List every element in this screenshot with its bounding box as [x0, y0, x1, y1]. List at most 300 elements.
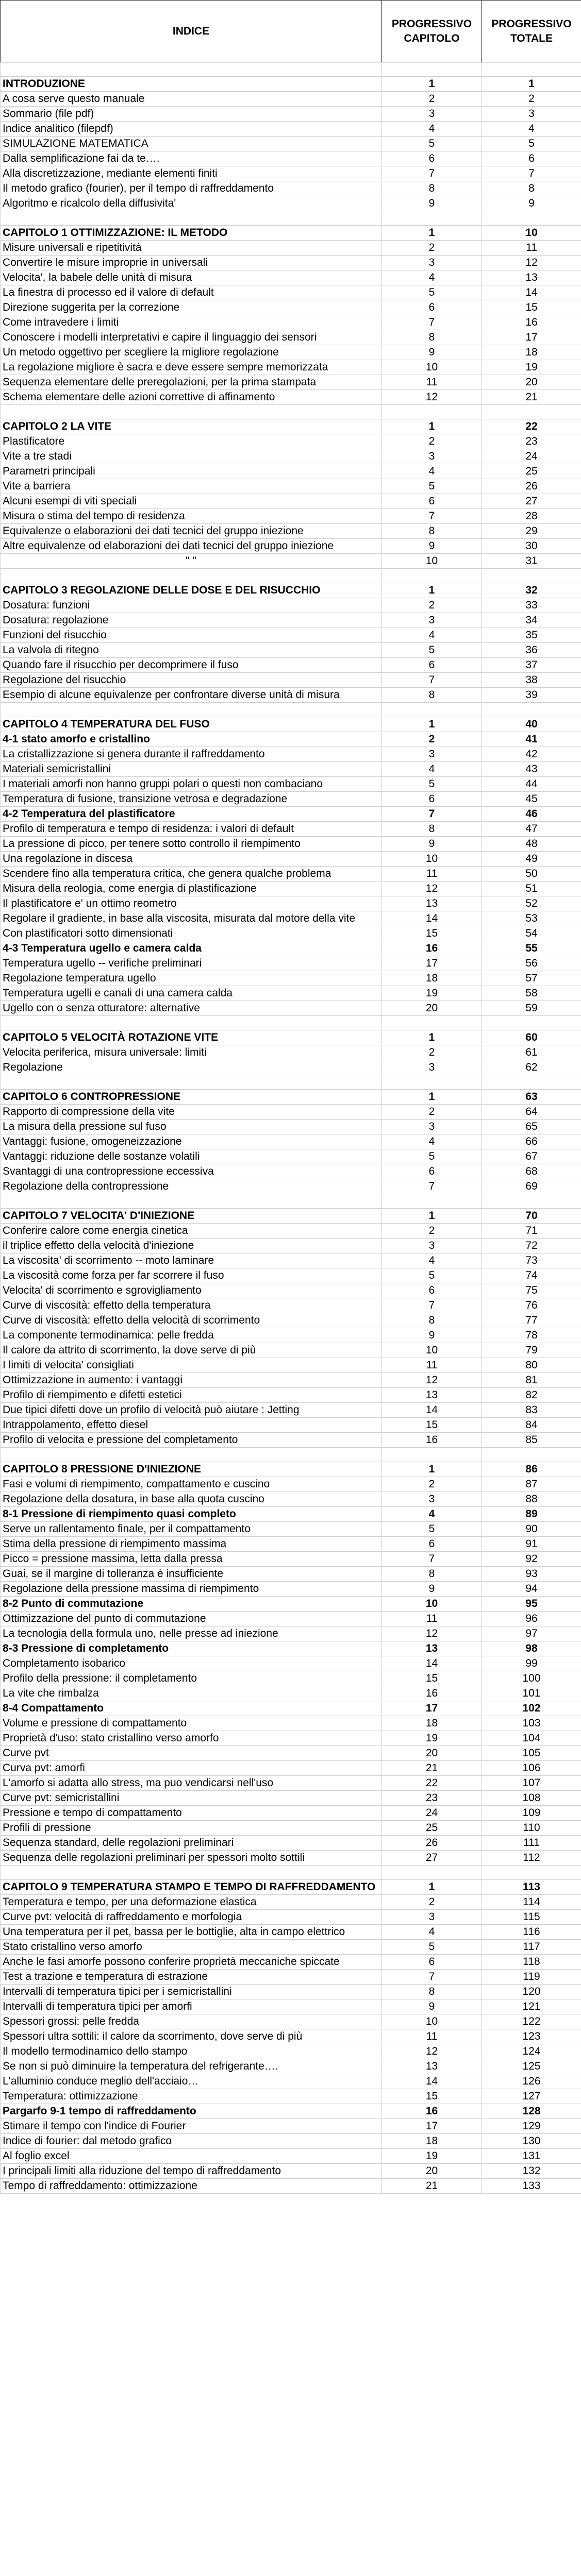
- progressivo-totale: 120: [482, 1985, 581, 1999]
- progressivo-capitolo: 1: [382, 717, 482, 732]
- section-row: [1, 941, 581, 956]
- empty-cell: [1, 1448, 382, 1462]
- empty-cell: [382, 1075, 482, 1090]
- progressivo-capitolo: 8: [382, 688, 482, 703]
- progressivo-capitolo: 3: [382, 1060, 482, 1075]
- entry-title: La valvola di ritegno: [1, 643, 382, 658]
- progressivo-capitolo: 6: [382, 1283, 482, 1298]
- empty-cell: [482, 703, 581, 717]
- table-row: [1, 986, 581, 1001]
- progressivo-capitolo: 12: [382, 390, 482, 405]
- empty-cell: [1, 1016, 382, 1030]
- progressivo-totale: 78: [482, 1328, 581, 1343]
- entry-title: L'alluminio conduce meglio dell'acciaio…: [1, 2074, 382, 2089]
- progressivo-totale: 67: [482, 1149, 581, 1164]
- progressivo-capitolo: 2: [382, 92, 482, 107]
- progressivo-capitolo: 9: [382, 539, 482, 554]
- progressivo-capitolo: 2: [382, 241, 482, 256]
- empty-cell: [382, 1448, 482, 1462]
- progressivo-totale: 46: [482, 807, 581, 822]
- progressivo-capitolo: 18: [382, 2134, 482, 2149]
- progressivo-totale: 62: [482, 1060, 581, 1075]
- table-row: [1, 2044, 581, 2059]
- entry-title: Vite a tre stadi: [1, 449, 382, 464]
- progressivo-capitolo: 3: [382, 1492, 482, 1507]
- progressivo-totale: 97: [482, 1626, 581, 1641]
- progressivo-totale: 98: [482, 1641, 581, 1656]
- progressivo-totale: 85: [482, 1433, 581, 1448]
- progressivo-totale: 65: [482, 1120, 581, 1134]
- progressivo-totale: 1: [482, 77, 581, 92]
- entry-title: La finestra di processo ed il valore di default: [1, 285, 382, 300]
- empty-cell: [482, 1448, 581, 1462]
- progressivo-capitolo: 12: [382, 1373, 482, 1388]
- progressivo-totale: 95: [482, 1597, 581, 1612]
- table-row: [1, 896, 581, 911]
- progressivo-totale: 132: [482, 2164, 581, 2179]
- empty-cell: [482, 1075, 581, 1090]
- entry-title: Anche le fasi amorfe possono conferire proprietà meccaniche spiccate: [1, 1955, 382, 1970]
- progressivo-totale: 125: [482, 2059, 581, 2074]
- progressivo-totale: 116: [482, 1925, 581, 1940]
- table-row: [1, 1806, 581, 1821]
- table-row: [1, 792, 581, 807]
- table-row: [1, 971, 581, 986]
- entry-title: Direzione suggerita per la correzione: [1, 300, 382, 315]
- blank-row: [1, 1016, 581, 1030]
- progressivo-totale: 122: [482, 2014, 581, 2029]
- table-row: [1, 166, 581, 181]
- entry-title: Una temperatura per il pet, bassa per le bottiglie, alta in campo elettrico: [1, 1925, 382, 1940]
- entry-title: Vantaggi: fusione, omogeneizzazione: [1, 1134, 382, 1149]
- empty-cell: [1, 1866, 382, 1880]
- progressivo-capitolo: 4: [382, 464, 482, 479]
- progressivo-capitolo: 17: [382, 2119, 482, 2134]
- entry-title: Temperatura di fusione, transizione vetrosa e degradazione: [1, 792, 382, 807]
- progressivo-capitolo: 7: [382, 509, 482, 524]
- table-row: [1, 196, 581, 211]
- progressivo-totale: 16: [482, 315, 581, 330]
- progressivo-capitolo: 15: [382, 926, 482, 941]
- entry-title: Conferire calore come energia cinetica: [1, 1224, 382, 1239]
- table-row: [1, 554, 581, 569]
- entry-title: Regolazione della dosatura, in base alla quota cuscino: [1, 1492, 382, 1507]
- entry-title: Ottimizzazione in aumento: i vantaggi: [1, 1373, 382, 1388]
- entry-title: 4-1 stato amorfo e cristallino: [1, 732, 382, 747]
- blank-row: [1, 569, 581, 583]
- table-row: [1, 494, 581, 509]
- entry-title: Il calore da attrito di scorrimento, la dove serve di più: [1, 1343, 382, 1358]
- progressivo-capitolo: 3: [382, 613, 482, 628]
- progressivo-totale: 114: [482, 1895, 581, 1910]
- table-row: [1, 2164, 581, 2179]
- entry-title: Completamento isobarico: [1, 1656, 382, 1671]
- progressivo-totale: 40: [482, 717, 581, 732]
- progressivo-capitolo: 27: [382, 1851, 482, 1866]
- entry-title: La viscosita' di scorrimento -- moto laminare: [1, 1253, 382, 1268]
- section-row: [1, 1507, 581, 1522]
- table-row: [1, 673, 581, 688]
- entry-title: Stato cristallino verso amorfo: [1, 1940, 382, 1955]
- entry-title: Curve pvt: velocità di raffreddamento e morfologia: [1, 1910, 382, 1925]
- table-row: [1, 1373, 581, 1388]
- progressivo-totale: 17: [482, 330, 581, 345]
- progressivo-capitolo: 3: [382, 1239, 482, 1253]
- section-row: [1, 807, 581, 822]
- entry-title: CAPITOLO 8 PRESSIONE D'INIEZIONE: [1, 1462, 382, 1477]
- progressivo-totale: 42: [482, 747, 581, 762]
- progressivo-totale: 44: [482, 777, 581, 792]
- table-row: [1, 1388, 581, 1403]
- entry-title: CAPITOLO 7 VELOCITA' D'INIEZIONE: [1, 1209, 382, 1224]
- empty-cell: [482, 1866, 581, 1880]
- empty-cell: [382, 405, 482, 419]
- progressivo-capitolo: 2: [382, 1477, 482, 1492]
- progressivo-totale: 77: [482, 1313, 581, 1328]
- progressivo-capitolo: 1: [382, 1880, 482, 1895]
- entry-title: Profili di pressione: [1, 1821, 382, 1836]
- progressivo-capitolo: 26: [382, 1836, 482, 1851]
- entry-title: CAPITOLO 6 CONTROPRESSIONE: [1, 1090, 382, 1105]
- entry-title: Regolazione del risucchio: [1, 673, 382, 688]
- progressivo-totale: 91: [482, 1537, 581, 1552]
- progressivo-totale: 57: [482, 971, 581, 986]
- table-row: [1, 1001, 581, 1016]
- progressivo-capitolo: 2: [382, 1045, 482, 1060]
- table-row: [1, 270, 581, 285]
- table-row: [1, 330, 581, 345]
- entry-title: Spessori ultra sottili: il calore da scorrimento, dove serve di più: [1, 2029, 382, 2044]
- table-row: [1, 1313, 581, 1328]
- progressivo-capitolo: 13: [382, 1388, 482, 1403]
- progressivo-capitolo: 16: [382, 1433, 482, 1448]
- table-row: [1, 137, 581, 151]
- table-row: [1, 390, 581, 405]
- table-row: [1, 1761, 581, 1776]
- entry-title: 4-2 Temperatura del plastificatore: [1, 807, 382, 822]
- progressivo-totale: 45: [482, 792, 581, 807]
- progressivo-capitolo: 1: [382, 1209, 482, 1224]
- table-row: [1, 1060, 581, 1075]
- progressivo-capitolo: 6: [382, 658, 482, 673]
- progressivo-capitolo: 11: [382, 2029, 482, 2044]
- progressivo-capitolo: 15: [382, 1418, 482, 1433]
- table-row: [1, 658, 581, 673]
- progressivo-capitolo: 2: [382, 1895, 482, 1910]
- progressivo-capitolo: 1: [382, 77, 482, 92]
- progressivo-totale: 50: [482, 867, 581, 882]
- progressivo-capitolo: 5: [382, 479, 482, 494]
- entry-title: Intervalli di temperatura tipici per i semicristallini: [1, 1985, 382, 1999]
- entry-title: 4-3 Temperatura ugello e camera calda: [1, 941, 382, 956]
- table-row: [1, 1970, 581, 1985]
- progressivo-capitolo: 12: [382, 2044, 482, 2059]
- progressivo-totale: 88: [482, 1492, 581, 1507]
- progressivo-capitolo: 8: [382, 1985, 482, 1999]
- progressivo-capitolo: 18: [382, 971, 482, 986]
- table-row: [1, 1552, 581, 1567]
- entry-title: Svantaggi di una contropressione eccessiva: [1, 1164, 382, 1179]
- progressivo-totale: 28: [482, 509, 581, 524]
- progressivo-totale: 41: [482, 732, 581, 747]
- progressivo-totale: 6: [482, 151, 581, 166]
- entry-title: Regolazione della pressione massima di riempimento: [1, 1582, 382, 1597]
- progressivo-totale: 82: [482, 1388, 581, 1403]
- table-row: [1, 1612, 581, 1626]
- empty-cell: [482, 211, 581, 226]
- progressivo-capitolo: 4: [382, 1925, 482, 1940]
- entry-title: 8-2 Punto di commutazione: [1, 1597, 382, 1612]
- progressivo-capitolo: 8: [382, 524, 482, 539]
- progressivo-capitolo: 1: [382, 226, 482, 241]
- progressivo-capitolo: 4: [382, 270, 482, 285]
- entry-title: La pressione di picco, per tenere sotto controllo il riempimento: [1, 837, 382, 852]
- entry-title: La viscosità come forza per far scorrere il fuso: [1, 1268, 382, 1283]
- entry-title: Regolazione: [1, 1060, 382, 1075]
- progressivo-capitolo: 3: [382, 256, 482, 270]
- entry-title: Indice analitico (filepdf): [1, 122, 382, 137]
- entry-title: Sequenza standard, delle regolazioni preliminari: [1, 1836, 382, 1851]
- progressivo-capitolo: 6: [382, 1955, 482, 1970]
- entry-title: Ottimizzazione del punto di commutazione: [1, 1612, 382, 1626]
- entry-title: La vite che rimbalza: [1, 1686, 382, 1701]
- progressivo-capitolo: 11: [382, 1358, 482, 1373]
- progressivo-capitolo: 14: [382, 1656, 482, 1671]
- entry-title: Fasi e volumi di riempimento, compattamento e cuscino: [1, 1477, 382, 1492]
- empty-cell: [382, 1194, 482, 1209]
- blank-row: [1, 1194, 581, 1209]
- entry-title: Curve di viscosità: effetto della temperatura: [1, 1298, 382, 1313]
- entry-title: Algoritmo e ricalcolo della diffusivita': [1, 196, 382, 211]
- table-row: [1, 1253, 581, 1268]
- entry-title: 8-3 Pressione di completamento: [1, 1641, 382, 1656]
- progressivo-capitolo: 2: [382, 598, 482, 613]
- table-row: [1, 688, 581, 703]
- progressivo-capitolo: 3: [382, 1120, 482, 1134]
- entry-title: L'amorfo si adatta allo stress, ma puo vendicarsi nell'uso: [1, 1776, 382, 1791]
- table-row: [1, 822, 581, 837]
- progressivo-capitolo: 7: [382, 1552, 482, 1567]
- entry-title: Rapporto di compressione della vite: [1, 1105, 382, 1120]
- entry-title: Sommario (file pdf): [1, 107, 382, 122]
- entry-title: Dalla semplificazione fai da te….: [1, 151, 382, 166]
- progressivo-totale: 131: [482, 2149, 581, 2164]
- entry-title: Scendere fino alla temperatura critica, che genera qualche problema: [1, 867, 382, 882]
- table-row: [1, 1164, 581, 1179]
- progressivo-totale: 52: [482, 896, 581, 911]
- progressivo-totale: 51: [482, 882, 581, 896]
- header-progressivo-totale: PROGRESSIVO TOTALE: [482, 1, 581, 62]
- progressivo-capitolo: 7: [382, 1970, 482, 1985]
- empty-cell: [382, 1016, 482, 1030]
- entry-title: Test a trazione e temperatura di estrazione: [1, 1970, 382, 1985]
- progressivo-capitolo: 25: [382, 1821, 482, 1836]
- progressivo-capitolo: 9: [382, 1999, 482, 2014]
- entry-title: Volume e pressione di compattamento: [1, 1716, 382, 1731]
- progressivo-capitolo: 7: [382, 1298, 482, 1313]
- progressivo-totale: 92: [482, 1552, 581, 1567]
- progressivo-capitolo: 20: [382, 2164, 482, 2179]
- progressivo-totale: 9: [482, 196, 581, 211]
- progressivo-totale: 104: [482, 1731, 581, 1746]
- entry-title: Proprietà d'uso: stato cristallino verso amorfo: [1, 1731, 382, 1746]
- section-row: [1, 583, 581, 598]
- progressivo-totale: 27: [482, 494, 581, 509]
- entry-title: Come intravedere i limiti: [1, 315, 382, 330]
- table-row: [1, 956, 581, 971]
- table-row: [1, 1418, 581, 1433]
- entry-title: Profilo di temperatura e tempo di residenza: i valori di default: [1, 822, 382, 837]
- progressivo-totale: 5: [482, 137, 581, 151]
- progressivo-totale: 55: [482, 941, 581, 956]
- progressivo-totale: 101: [482, 1686, 581, 1701]
- entry-title: Temperatura ugelli e canali di una camera calda: [1, 986, 382, 1001]
- entry-title: INTRODUZIONE: [1, 77, 382, 92]
- progressivo-totale: 71: [482, 1224, 581, 1239]
- progressivo-capitolo: 1: [382, 419, 482, 434]
- progressivo-capitolo: 7: [382, 1179, 482, 1194]
- table-row: [1, 613, 581, 628]
- progressivo-totale: 69: [482, 1179, 581, 1194]
- progressivo-totale: 54: [482, 926, 581, 941]
- section-row: [1, 1209, 581, 1224]
- progressivo-totale: 38: [482, 673, 581, 688]
- entry-title: 8-1 Pressione di riempimento quasi completo: [1, 1507, 382, 1522]
- progressivo-capitolo: 21: [382, 1761, 482, 1776]
- empty-cell: [382, 703, 482, 717]
- entry-title: Guai, se il margine di tolleranza è insufficiente: [1, 1567, 382, 1582]
- table-row: [1, 300, 581, 315]
- entry-title: Esempio di alcune equivalenze per confrontare diverse unità di misura: [1, 688, 382, 703]
- progressivo-totale: 130: [482, 2134, 581, 2149]
- progressivo-totale: 84: [482, 1418, 581, 1433]
- table-row: [1, 2134, 581, 2149]
- progressivo-capitolo: 10: [382, 852, 482, 867]
- progressivo-capitolo: 5: [382, 1940, 482, 1955]
- entry-title: I limiti di velocita' consigliati: [1, 1358, 382, 1373]
- table-row: [1, 2179, 581, 2194]
- entry-title: Curva pvt: amorfi: [1, 1761, 382, 1776]
- section-row: [1, 77, 581, 92]
- progressivo-totale: 81: [482, 1373, 581, 1388]
- entry-title: Curve pvt: semicristallini: [1, 1791, 382, 1806]
- progressivo-capitolo: 9: [382, 196, 482, 211]
- entry-title: Il modello termodinamico dello stampo: [1, 2044, 382, 2059]
- entry-title: Se non si può diminuire la temperatura del refrigerante….: [1, 2059, 382, 2074]
- progressivo-capitolo: 10: [382, 1343, 482, 1358]
- table-row: [1, 1298, 581, 1313]
- entry-title: La componente termodinamica: pelle fredda: [1, 1328, 382, 1343]
- entry-title: La tecnologia della formula uno, nelle presse ad iniezione: [1, 1626, 382, 1641]
- table-row: [1, 1925, 581, 1940]
- progressivo-capitolo: 4: [382, 628, 482, 643]
- progressivo-capitolo: 19: [382, 2149, 482, 2164]
- progressivo-totale: 103: [482, 1716, 581, 1731]
- progressivo-totale: 115: [482, 1910, 581, 1925]
- progressivo-totale: 121: [482, 1999, 581, 2014]
- progressivo-totale: 93: [482, 1567, 581, 1582]
- blank-row: [1, 703, 581, 717]
- entry-title: Plastificatore: [1, 434, 382, 449]
- entry-title: Una regolazione in discesa: [1, 852, 382, 867]
- table-row: [1, 1895, 581, 1910]
- header-row: [1, 1, 581, 62]
- entry-title: Un metodo oggettivo per scegliere la migliore regolazione: [1, 345, 382, 360]
- section-row: [1, 1641, 581, 1656]
- progressivo-capitolo: 10: [382, 554, 482, 569]
- progressivo-capitolo: 12: [382, 882, 482, 896]
- progressivo-capitolo: 9: [382, 1582, 482, 1597]
- table-row: [1, 2074, 581, 2089]
- progressivo-totale: 8: [482, 181, 581, 196]
- entry-title: Indice di fourier: dal metodo grafico: [1, 2134, 382, 2149]
- progressivo-totale: 10: [482, 226, 581, 241]
- progressivo-capitolo: 6: [382, 151, 482, 166]
- table-row: [1, 1656, 581, 1671]
- progressivo-totale: 12: [482, 256, 581, 270]
- entry-title: Regolazione temperatura ugello: [1, 971, 382, 986]
- entry-title: Alla discretizzazione, mediante elementi finiti: [1, 166, 382, 181]
- progressivo-capitolo: 4: [382, 1253, 482, 1268]
- progressivo-capitolo: 16: [382, 1686, 482, 1701]
- section-row: [1, 2104, 581, 2119]
- table-row: [1, 1537, 581, 1552]
- progressivo-capitolo: 5: [382, 285, 482, 300]
- table-row: [1, 1836, 581, 1851]
- progressivo-capitolo: 18: [382, 1716, 482, 1731]
- progressivo-totale: 111: [482, 1836, 581, 1851]
- index-rows: [1, 62, 581, 2194]
- entry-title: Temperatura e tempo, per una deformazione elastica: [1, 1895, 382, 1910]
- entry-title: I principali limiti alla riduzione del tempo di raffreddamento: [1, 2164, 382, 2179]
- table-row: [1, 315, 581, 330]
- entry-title: Misura o stima del tempo di residenza: [1, 509, 382, 524]
- empty-cell: [482, 1016, 581, 1030]
- table-row: [1, 92, 581, 107]
- progressivo-capitolo: 1: [382, 1462, 482, 1477]
- table-row: [1, 643, 581, 658]
- empty-cell: [1, 62, 382, 77]
- entry-title: Schema elementare delle azioni correttive di affinamento: [1, 390, 382, 405]
- progressivo-totale: 36: [482, 643, 581, 658]
- progressivo-totale: 75: [482, 1283, 581, 1298]
- section-row: [1, 732, 581, 747]
- entry-title: CAPITOLO 9 TEMPERATURA STAMPO E TEMPO DI RAFFREDDAMENTO: [1, 1880, 382, 1895]
- section-row: [1, 1030, 581, 1045]
- progressivo-capitolo: 2: [382, 1224, 482, 1239]
- entry-title: CAPITOLO 1 OTTIMIZZAZIONE: IL METODO: [1, 226, 382, 241]
- table-row: [1, 1283, 581, 1298]
- progressivo-totale: 126: [482, 2074, 581, 2089]
- table-row: [1, 1791, 581, 1806]
- entry-title: Misura della reologia, come energia di plastificazione: [1, 882, 382, 896]
- progressivo-totale: 11: [482, 241, 581, 256]
- progressivo-capitolo: 1: [382, 1090, 482, 1105]
- progressivo-totale: 23: [482, 434, 581, 449]
- progressivo-capitolo: 4: [382, 122, 482, 137]
- table-row: [1, 524, 581, 539]
- progressivo-totale: 133: [482, 2179, 581, 2194]
- progressivo-capitolo: 21: [382, 2179, 482, 2194]
- table-row: [1, 375, 581, 390]
- entry-title: Picco = pressione massima, letta dalla pressa: [1, 1552, 382, 1567]
- progressivo-totale: 79: [482, 1343, 581, 1358]
- progressivo-totale: 73: [482, 1253, 581, 1268]
- empty-cell: [482, 1194, 581, 1209]
- progressivo-capitolo: 13: [382, 1641, 482, 1656]
- entry-title: CAPITOLO 3 REGOLAZIONE DELLE DOSE E DEL RISUCCHIO: [1, 583, 382, 598]
- section-row: [1, 1701, 581, 1716]
